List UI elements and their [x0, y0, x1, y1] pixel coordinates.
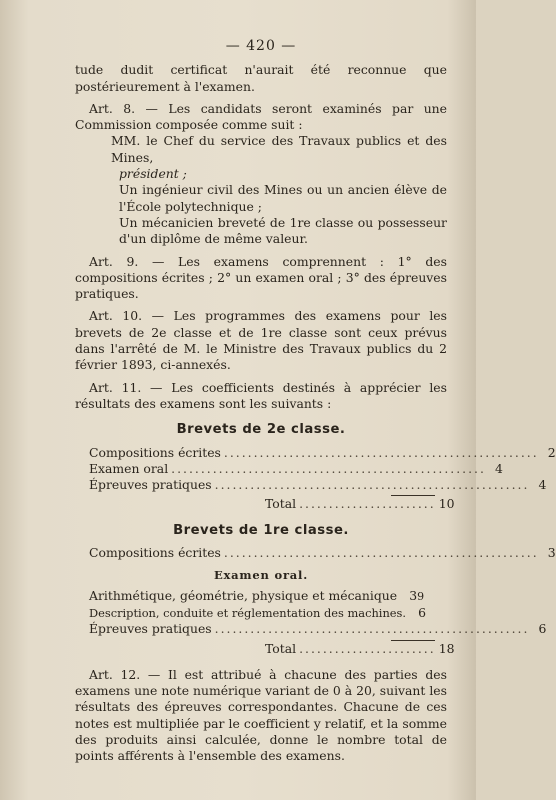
leader-dots: ..................................................... [223, 545, 539, 561]
total-label: Total [265, 640, 297, 656]
row-label: Épreuves pratiques [89, 621, 212, 637]
row-value: 4 [538, 477, 547, 493]
row-label: Description, conduite et réglementation des machines. [89, 605, 406, 620]
total-label: Total [265, 496, 297, 512]
row-value: 2 [547, 444, 556, 460]
leader-dots: ....................... [299, 496, 436, 512]
row-label: Compositions écrites [89, 444, 221, 460]
leader-dots: ..................................................... [214, 477, 530, 493]
table-2-row [75, 545, 556, 561]
table-1-row [75, 444, 556, 461]
article-8-member-3: Un mécanicien breveté de 1re classe ou possesseur d'un diplôme de même valeur. [119, 214, 447, 247]
total-value: 18 [438, 640, 455, 656]
row-value: 6 [418, 604, 426, 620]
leader-dots: ..................................................... [171, 460, 486, 476]
row-label: Examen oral [89, 460, 169, 476]
row-label: Arithmétique, géométrie, physique et mécanique [89, 587, 398, 603]
leader-dots: ..................................................... [214, 621, 530, 637]
article-8-member-2: Un ingénieur civil des Mines ou un ancien élève de l'École polytechnique ; [119, 182, 447, 214]
row-value: 3 [547, 545, 556, 561]
article-8-member-1-role: président ; [119, 166, 187, 182]
table-1-row [75, 460, 503, 477]
table-2-heading: Brevets de 1re classe. [173, 522, 349, 538]
table-2-row [75, 621, 547, 637]
brace-total-value: 9 [417, 589, 425, 603]
table-2-subheading: Examen oral. [213, 568, 309, 583]
row-label: Compositions écrites [89, 545, 221, 561]
table-2-total-row [75, 640, 455, 657]
article-8-member-1: MM. le Chef du service des Travaux publics et des Mines, [111, 133, 447, 165]
row-value: 3 [409, 587, 418, 603]
article-8-intro: Art. 8. — Les candidats seront examinés par une Commission composée comme suit : [75, 100, 447, 133]
table-1-total-row [75, 496, 455, 512]
table-2-oral-row [75, 605, 447, 621]
row-value: 4 [495, 460, 503, 476]
table-1-row [75, 477, 547, 493]
page-content [75, 38, 556, 765]
table-2-oral-row [75, 588, 447, 605]
article-11: Art. 11. — Les coefficients destinés à apprécier les résultats des examens sont les suivants : [75, 379, 447, 411]
leader-dots: ..................................................... [223, 444, 539, 460]
table-1-heading: Brevets de 2e classe. [176, 422, 346, 438]
row-label: Épreuves pratiques [89, 477, 212, 493]
paragraph-continuation: tude dudit certificat n'aurait été reconnue que postérieurement à l'examen. [75, 62, 447, 94]
article-10: Art. 10. — Les programmes des examens pour les brevets de 2e classe et de 1re classe sont ceux prévus dans l'arrêté de M. le Ministre des Travaux publics du 2 février 1893, ci-annexés. [75, 308, 447, 373]
leader-dots: ....................... [299, 640, 436, 656]
article-9: Art. 9. — Les examens comprennent : 1° des compositions écrites ; 2° un examen oral ; 3° des épreuves pratiques. [75, 253, 447, 302]
row-value: 6 [538, 621, 547, 637]
article-12: Art. 12. — Il est attribué à chacune des parties des examens une note numérique variant de 0 à 20, suivant les résultats des épreuves correspondantes. Chacune de ces notes est multipliée par le coefficient y relatif, et la somme des produits ainsi calculée, donne le nombre total de points afférents à l'ensemble des examens. [75, 666, 447, 764]
page-number: — 420 — [225, 38, 297, 54]
total-value: 10 [438, 496, 455, 512]
